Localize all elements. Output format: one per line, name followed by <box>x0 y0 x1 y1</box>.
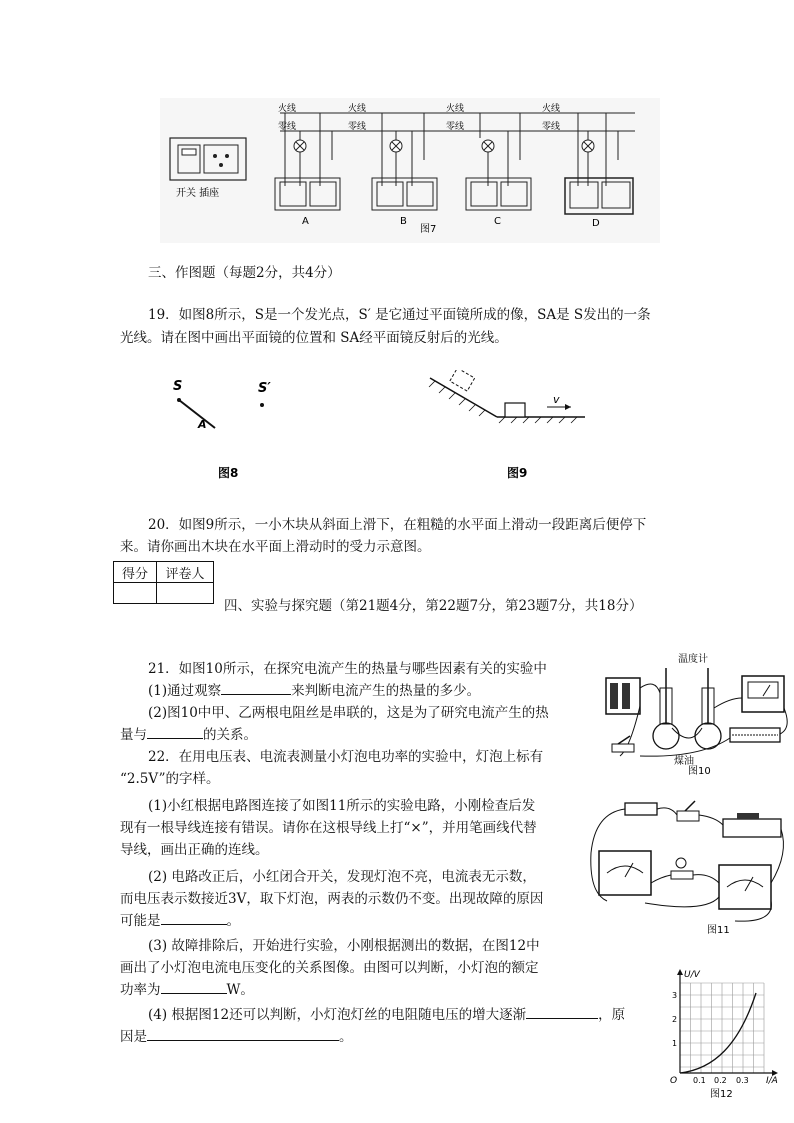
q21-blank-1[interactable] <box>221 680 291 695</box>
grader-cell[interactable] <box>157 583 214 604</box>
option-a-label: A <box>302 216 309 227</box>
origin-label: O <box>670 1076 678 1086</box>
score-cell[interactable] <box>114 583 157 604</box>
q22-part2-line2: 而电压表示数接近3V，取下灯泡，两表的示数仍不变。出现故障的原因 <box>120 891 544 907</box>
section-3-heading: 三、作图题（每题2分，共4分） <box>148 265 341 281</box>
q22-part1-line1: (1)小红根据电路图连接了如图11所示的实验电路，小刚检查后发 <box>148 798 536 814</box>
q22-blank-power[interactable] <box>161 979 227 994</box>
q20-line2: 来。请你画出木块在水平面上滑动时的受力示意图。 <box>120 539 431 555</box>
kerosene-label: 煤油 <box>674 756 694 767</box>
q22-line2: “2.5V”的字样。 <box>120 771 220 787</box>
q21-line1: 21．如图10所示，在探究电流产生的热量与哪些因素有关的实验中 <box>148 661 547 677</box>
svg-text:火线: 火线 <box>446 104 465 114</box>
q22-part3-line3: 功率为 W。 <box>120 979 254 1001</box>
y-axis-label: U/V <box>684 970 700 980</box>
q19-line1: 19．如图8所示，S是一个发光点，S′ 是它通过平面镜所成的像，SA是 S发出的一条 <box>148 307 651 323</box>
figure-10-caption: 图10 <box>688 766 711 776</box>
svg-text:火线: 火线 <box>542 104 561 114</box>
q22-line1: 22．在用电压表、电流表测量小灯泡电功率的实验中，灯泡上标有 <box>148 749 544 765</box>
figure-7 <box>160 98 660 243</box>
point-s-prime-label: S′ <box>258 381 271 396</box>
thermometer-label: 温度计 <box>678 654 708 665</box>
figure-11 <box>585 793 790 938</box>
q21-part2-line1: (2)图10中甲、乙两根电阻丝是串联的，这是为了研究电流产生的热 <box>148 705 549 721</box>
q22-part1-line2: 现有一根导线连接有错误。请你在这根导线上打“×”，并用笔画线代替 <box>120 820 537 836</box>
figure-12 <box>664 965 792 1100</box>
svg-text:零线: 零线 <box>446 122 465 132</box>
q21-part1: (1)通过观察 来判断电流产生的热量的多少。 <box>148 680 480 702</box>
q22-part3-line2: 画出了小灯泡电流电压变化的关系图像。由图可以判断，小灯泡的额定 <box>120 960 539 976</box>
x-tick-01: 0.1 <box>693 1076 706 1085</box>
q22-part2-line3: 可能是 。 <box>120 910 240 932</box>
q22-blank-reason[interactable] <box>147 1026 339 1041</box>
y-tick-3: 3 <box>672 991 678 1000</box>
x-axis-label: I/A <box>766 1076 778 1086</box>
q22-blank-trend[interactable] <box>526 1004 598 1019</box>
q21-part2-line2: 量与 的关系。 <box>120 724 257 746</box>
option-c-label: C <box>494 216 501 227</box>
y-tick-2: 2 <box>672 1015 678 1024</box>
point-a-label: A <box>198 418 207 431</box>
svg-text:零线: 零线 <box>348 122 367 132</box>
switch-socket-label: 开关 插座 <box>176 188 220 199</box>
q21-blank-2[interactable] <box>147 724 203 739</box>
q22-part3-line1: (3) 故障排除后，开始进行实验，小刚根据测出的数据，在图12中 <box>148 938 540 954</box>
q20-line1: 20．如图9所示，一小木块从斜面上滑下，在粗糙的水平面上滑动一段距离后便停下 <box>148 517 647 533</box>
figure-8 <box>160 370 300 490</box>
x-tick-03: 0.3 <box>736 1076 749 1085</box>
figure-7-caption: 图7 <box>420 224 437 235</box>
figure-11-caption: 图11 <box>707 925 730 936</box>
y-tick-1: 1 <box>672 1039 678 1048</box>
ui-curve <box>680 993 756 1073</box>
fire-wire-label: 火线 <box>278 104 297 114</box>
section-4-heading: 四、实验与探究题（第21题4分，第22题7分，第23题7分，共18分） <box>224 598 643 614</box>
q22-part1-line3: 导线，画出正确的连线。 <box>120 842 269 858</box>
svg-text:火线: 火线 <box>348 104 367 114</box>
q22-part2-line1: (2) 电路改正后，小红闭合开关，发现灯泡不亮，电流表无示数， <box>148 869 536 885</box>
velocity-label: v <box>553 393 560 406</box>
q19-line2: 光线。请在图中画出平面镜的位置和 SA经平面镜反射后的光线。 <box>120 330 508 346</box>
grader-header: 评卷人 <box>157 562 214 583</box>
figure-9-caption: 图9 <box>507 466 528 480</box>
score-header: 得分 <box>114 562 157 583</box>
figure-12-caption: 图12 <box>710 1089 733 1100</box>
figure-10 <box>600 648 792 776</box>
svg-text:零线: 零线 <box>542 122 561 132</box>
q22-part4-line2: 因是 。 <box>120 1026 353 1048</box>
score-table <box>113 561 214 604</box>
zero-wire-label: 零线 <box>278 122 297 132</box>
option-b-label: B <box>400 216 407 227</box>
q22-part4-line1: (4) 根据图12还可以判断，小灯泡灯丝的电阻随电压的增大逐渐 ，原 <box>148 1004 625 1026</box>
figure-9 <box>425 370 595 490</box>
figure-8-caption: 图8 <box>218 466 239 480</box>
q22-blank-fault[interactable] <box>161 910 227 925</box>
option-d-label: D <box>592 218 600 229</box>
x-tick-02: 0.2 <box>714 1076 727 1085</box>
point-s-label: S <box>173 379 183 394</box>
